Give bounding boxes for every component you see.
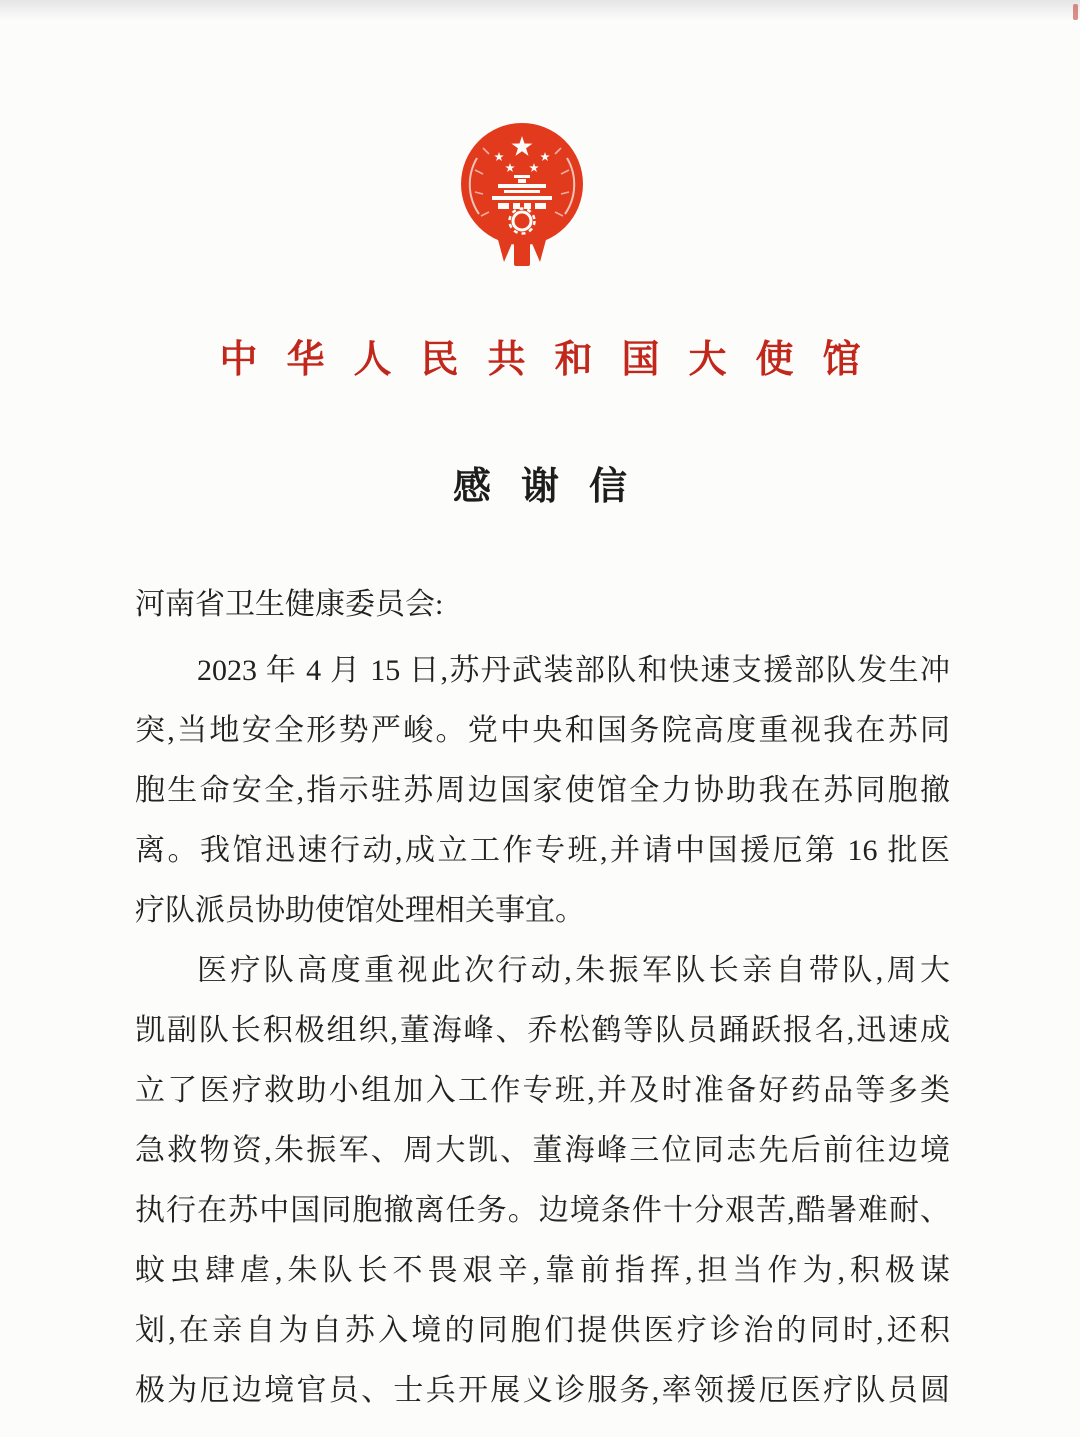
letter-line: 凯副队长积极组织,董海峰、乔松鹤等队员踊跃报名,迅速成: [135, 1014, 950, 1047]
letter-line: 执行在苏中国同胞撤离任务。边境条件十分艰苦,酷暑难耐、: [135, 1194, 950, 1227]
letter-title: 感谢信: [452, 466, 657, 508]
letter-line: 医疗队高度重视此次行动,朱振军队长亲自带队,周大: [197, 954, 950, 987]
letter-line: 离。我馆迅速行动,成立工作专班,并请中国援厄第 16 批医: [135, 834, 950, 867]
embassy-name: 中华人民共和国大使馆: [219, 339, 890, 381]
letter-line: 急救物资,朱振军、周大凯、董海峰三位同志先后前往边境: [135, 1134, 950, 1167]
china-national-emblem-icon: [453, 120, 593, 274]
letter-line: 胞生命安全,指示驻苏周边国家使馆全力协助我在苏同胞撤: [135, 774, 950, 807]
paragraph-2: [135, 941, 950, 1421]
letter-line: 划,在亲自为自苏入境的同胞们提供医疗诊治的同时,还积: [135, 1314, 950, 1347]
letter-line: 立了医疗救助小组加入工作专班,并及时准备好药品等多类: [135, 1074, 950, 1107]
paragraph-1: [135, 641, 950, 941]
letter-line: 2023 年 4 月 15 日,苏丹武装部队和快速支援部队发生冲: [197, 654, 950, 687]
letter-line: 蚊虫肆虐,朱队长不畏艰辛,靠前指挥,担当作为,积极谋: [135, 1254, 950, 1287]
letter-body: [135, 575, 950, 1421]
letter-line: 极为厄边境官员、士兵开展义诊服务,率领援厄医疗队员圆: [135, 1374, 950, 1407]
letter-line: 突,当地安全形势严峻。党中央和国务院高度重视我在苏同: [135, 714, 950, 747]
letter-line: 疗队派员协助使馆处理相关事宜。: [135, 894, 585, 927]
letter-salutation: 河南省卫生健康委员会:: [135, 588, 444, 621]
scan-speck: [1073, 4, 1078, 20]
scan-edge-shading: [0, 0, 1080, 20]
